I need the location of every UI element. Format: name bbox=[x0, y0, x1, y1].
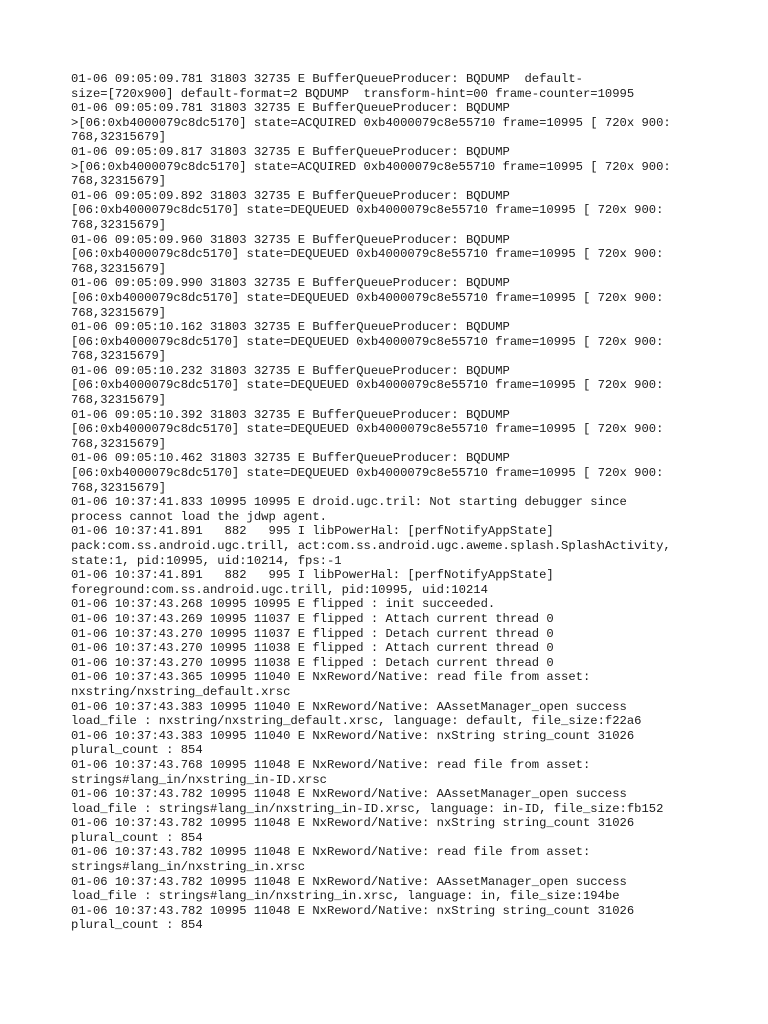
log-text-block bbox=[71, 72, 711, 933]
log-line: 01-06 09:05:09.781 31803 32735 E BufferQueueProducer: BQDUMP bbox=[71, 101, 510, 116]
log-line: 768,32315679] bbox=[71, 436, 167, 451]
log-line: 01-06 10:37:43.270 10995 11038 E flipped : Detach current thread 0 bbox=[71, 655, 554, 670]
log-line: size=[720x900] default-format=2 BQDUMP transform-hint=00 frame-counter=10995 bbox=[71, 86, 635, 101]
log-line: 768,32315679] bbox=[71, 261, 167, 276]
log-line: load_file : strings#lang_in/nxstring_in.xrsc, language: in, file_size:194be bbox=[71, 889, 620, 904]
log-line: [06:0xb4000079c8dc5170] state=DEQUEUED 0xb4000079c8e55710 frame=10995 [ 720x 900: bbox=[71, 247, 664, 262]
log-line: [06:0xb4000079c8dc5170] state=DEQUEUED 0xb4000079c8e55710 frame=10995 [ 720x 900: bbox=[71, 203, 664, 218]
log-line: 01-06 09:05:09.892 31803 32735 E BufferQueueProducer: BQDUMP bbox=[71, 188, 510, 203]
log-line: 01-06 09:05:09.960 31803 32735 E BufferQueueProducer: BQDUMP bbox=[71, 232, 510, 247]
log-line: 01-06 10:37:43.383 10995 11040 E NxReword/Native: AAssetManager_open success bbox=[71, 699, 627, 714]
log-line: 01-06 10:37:43.782 10995 11048 E NxReword/Native: nxString string_count 31026 bbox=[71, 903, 635, 918]
log-line: 01-06 10:37:41.891 882 995 I libPowerHal: [perfNotifyAppState] bbox=[71, 568, 554, 583]
log-line: [06:0xb4000079c8dc5170] state=DEQUEUED 0xb4000079c8e55710 frame=10995 [ 720x 900: bbox=[71, 290, 664, 305]
log-line: load_file : strings#lang_in/nxstring_in-ID.xrsc, language: in-ID, file_size:fb152 bbox=[71, 801, 664, 816]
log-line: [06:0xb4000079c8dc5170] state=DEQUEUED 0xb4000079c8e55710 frame=10995 [ 720x 900: bbox=[71, 378, 664, 393]
log-line: plural_count : 854 bbox=[71, 743, 203, 758]
log-line: 01-06 09:05:10.462 31803 32735 E BufferQueueProducer: BQDUMP bbox=[71, 451, 510, 466]
log-line: 01-06 09:05:10.162 31803 32735 E BufferQueueProducer: BQDUMP bbox=[71, 320, 510, 335]
log-line: [06:0xb4000079c8dc5170] state=DEQUEUED 0xb4000079c8e55710 frame=10995 [ 720x 900: bbox=[71, 334, 664, 349]
log-line: load_file : nxstring/nxstring_default.xrsc, language: default, file_size:f22a6 bbox=[71, 714, 642, 729]
log-line: plural_count : 854 bbox=[71, 830, 203, 845]
log-line: 01-06 10:37:43.270 10995 11038 E flipped : Attach current thread 0 bbox=[71, 641, 554, 656]
log-line: 768,32315679] bbox=[71, 349, 167, 364]
log-line: 01-06 09:05:09.990 31803 32735 E BufferQueueProducer: BQDUMP bbox=[71, 276, 510, 291]
log-line: 768,32315679] bbox=[71, 217, 167, 232]
log-line: 01-06 09:05:09.817 31803 32735 E BufferQueueProducer: BQDUMP bbox=[71, 144, 510, 159]
log-line: 768,32315679] bbox=[71, 305, 167, 320]
log-line: 768,32315679] bbox=[71, 393, 167, 408]
log-line: 01-06 10:37:43.768 10995 11048 E NxReword/Native: read file from asset: bbox=[71, 757, 591, 772]
log-line: foreground:com.ss.android.ugc.trill, pid:10995, uid:10214 bbox=[71, 582, 488, 597]
log-line: >[06:0xb4000079c8dc5170] state=ACQUIRED 0xb4000079c8e55710 frame=10995 [ 720x 900: bbox=[71, 115, 671, 130]
log-line: 01-06 10:37:43.383 10995 11040 E NxReword/Native: nxString string_count 31026 bbox=[71, 728, 635, 743]
log-line: 01-06 09:05:10.232 31803 32735 E BufferQueueProducer: BQDUMP bbox=[71, 363, 510, 378]
log-line: >[06:0xb4000079c8dc5170] state=ACQUIRED 0xb4000079c8e55710 frame=10995 [ 720x 900: bbox=[71, 159, 671, 174]
log-line: 768,32315679] bbox=[71, 174, 167, 189]
log-line: 01-06 10:37:41.891 882 995 I libPowerHal: [perfNotifyAppState] bbox=[71, 524, 554, 539]
log-line: 01-06 10:37:43.782 10995 11048 E NxReword/Native: read file from asset: bbox=[71, 845, 591, 860]
log-line: [06:0xb4000079c8dc5170] state=DEQUEUED 0xb4000079c8e55710 frame=10995 [ 720x 900: bbox=[71, 422, 664, 437]
log-line: 01-06 10:37:43.782 10995 11048 E NxReword/Native: AAssetManager_open success bbox=[71, 787, 627, 802]
log-line: 01-06 10:37:43.782 10995 11048 E NxReword/Native: nxString string_count 31026 bbox=[71, 816, 635, 831]
log-line: 01-06 10:37:43.270 10995 11037 E flipped : Detach current thread 0 bbox=[71, 626, 554, 641]
log-line: pack:com.ss.android.ugc.trill, act:com.ss.android.ugc.aweme.splash.SplashActivity, bbox=[71, 539, 671, 553]
log-line: 01-06 10:37:43.269 10995 11037 E flipped : Attach current thread 0 bbox=[71, 611, 554, 626]
log-line: 768,32315679] bbox=[71, 130, 167, 145]
log-line: 01-06 09:05:09.781 31803 32735 E BufferQueueProducer: BQDUMP default- bbox=[71, 72, 583, 86]
log-line: state:1, pid:10995, uid:10214, fps:-1 bbox=[71, 553, 342, 568]
log-line: 01-06 10:37:41.833 10995 10995 E droid.ugc.tril: Not starting debugger since bbox=[71, 495, 627, 510]
log-line: strings#lang_in/nxstring_in-ID.xrsc bbox=[71, 772, 327, 787]
log-line: 01-06 10:37:43.365 10995 11040 E NxReword/Native: read file from asset: bbox=[71, 670, 591, 685]
log-line: process cannot load the jdwp agent. bbox=[71, 509, 327, 524]
log-line: 01-06 10:37:43.268 10995 10995 E flipped : init succeeded. bbox=[71, 597, 496, 612]
log-line: strings#lang_in/nxstring_in.xrsc bbox=[71, 860, 306, 875]
log-line: 01-06 09:05:10.392 31803 32735 E BufferQueueProducer: BQDUMP bbox=[71, 407, 510, 422]
log-line: plural_count : 854 bbox=[71, 918, 203, 933]
log-line: 768,32315679] bbox=[71, 480, 167, 495]
log-line: nxstring/nxstring_default.xrsc bbox=[71, 684, 291, 699]
log-line: [06:0xb4000079c8dc5170] state=DEQUEUED 0xb4000079c8e55710 frame=10995 [ 720x 900: bbox=[71, 466, 664, 481]
log-line: 01-06 10:37:43.782 10995 11048 E NxReword/Native: AAssetManager_open success bbox=[71, 874, 627, 889]
